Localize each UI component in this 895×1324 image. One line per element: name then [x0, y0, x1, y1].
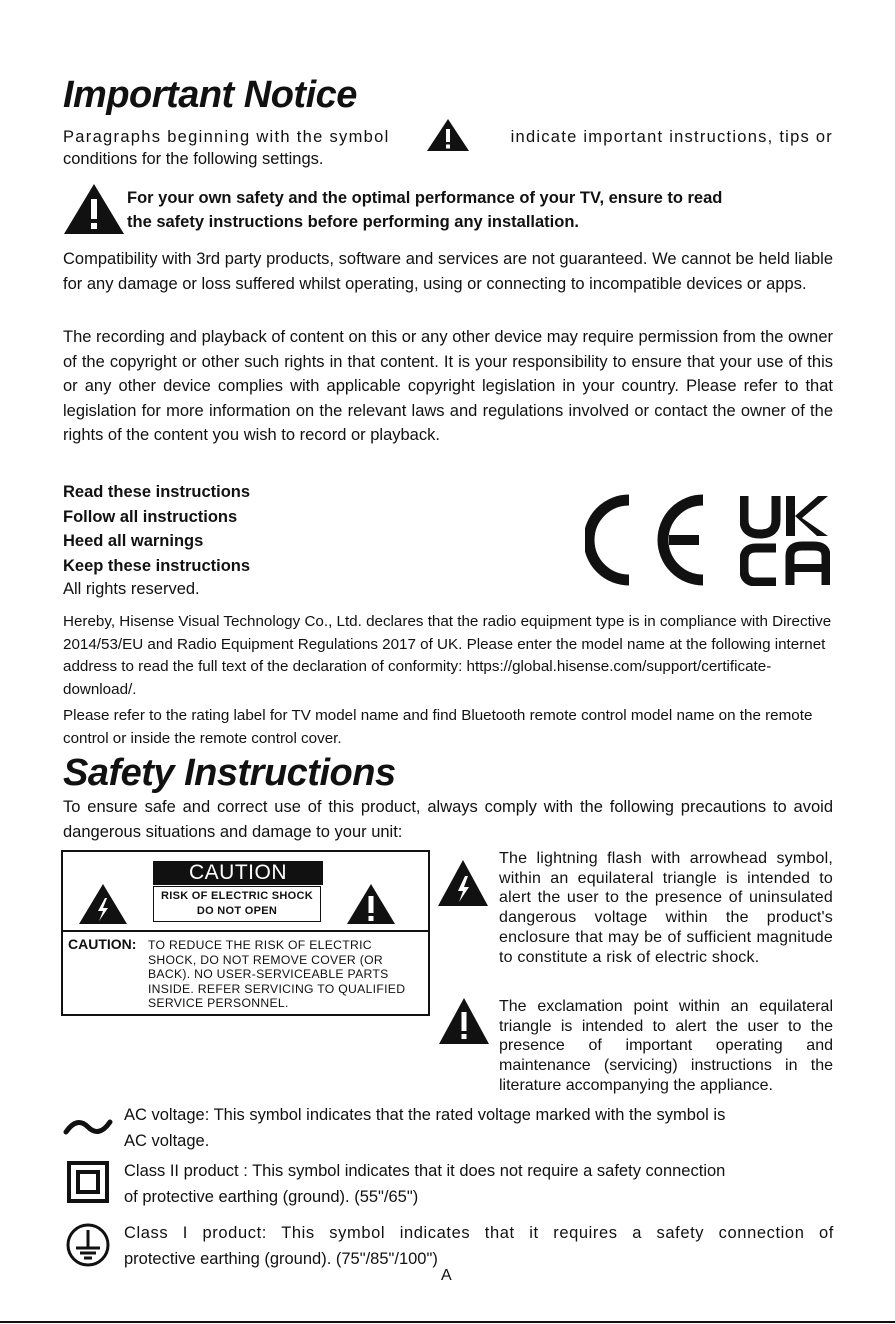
caution-label: CAUTION: [68, 936, 137, 952]
safety-warning-line-2: the safety instructions before performing any installation. [127, 213, 579, 231]
rating-paragraph: Please refer to the rating label for TV model name and find Bluetooth remote control model name on the remote control or inside the remote control cover. [63, 707, 813, 747]
important-notice-title: Important Notice [63, 74, 357, 116]
class-i-line-2: protective earthing (ground). (75"/85"/100") [124, 1250, 438, 1268]
warning-triangle-icon [437, 996, 491, 1046]
declaration-paragraph: Hereby, Hisense Visual Technology Co., Ltd. declares that the radio equipment type is in compliance with Directive 2014/53/EU and Radio Equipment Regulations 2017 of UK. Please enter the model name at the following internet address to read the full text of the declaration of conformity: https://global.hisense.com/support/certificate-download/. [63, 613, 832, 698]
caution-title: CAUTION [153, 861, 323, 885]
class-ii-line-2: of protective earthing (ground). (55"/65") [124, 1188, 419, 1206]
warning-triangle-icon [62, 182, 126, 236]
class-ii-icon [67, 1161, 109, 1203]
safety-warning-line-1: For your own safety and the optimal performance of your TV, ensure to read [127, 189, 723, 207]
lightning-explanation: The lightning flash with arrowhead symbol, within an equilateral triangle is intended to alert the user to the presence of uninsulated dangerous voltage within the product's enclosure that may be of sufficient magnitude to constitute a risk of electric shock. [499, 850, 833, 966]
lightning-triangle-icon [77, 882, 129, 926]
earth-ground-icon [65, 1222, 111, 1268]
caution-text-line: BACK). NO USER-SERVICEABLE PARTS [148, 967, 389, 981]
instruction-item: Heed all warnings [63, 532, 204, 550]
footer-rule [0, 1321, 895, 1323]
page-label: A [441, 1267, 452, 1284]
class-i-text [124, 1220, 834, 1272]
ce-mark-icon [585, 494, 715, 586]
rights-reserved: All rights reserved. [63, 580, 200, 598]
lightning-triangle-icon [436, 858, 490, 908]
caution-sub-line-1: RISK OF ELECTRIC SHOCK [160, 890, 314, 902]
copyright-paragraph: The recording and playback of content on this or any other device may require permission from the owner of the copyright or other such rights in that content. It is your responsibility to ensure that your use of this or any other device complies with applicable copyright legislation in your country. Please refer to that legislation for more information on the relevant laws and regulations involved or contact the owner of the rights of the content you wish to record or playback. [63, 328, 833, 444]
instruction-item: Keep these instructions [63, 556, 251, 575]
caution-header [63, 852, 428, 932]
caution-text-line: SHOCK, DO NOT REMOVE COVER (OR [148, 952, 383, 967]
class-i-line-1: Class I product: This symbol indicates that it requires a safety connection of [124, 1224, 834, 1242]
intro-text-before: Paragraphs beginning with the symbol [63, 128, 390, 146]
ac-wave-icon [63, 1112, 113, 1142]
caution-text-line: SERVICE PERSONNEL. [148, 996, 289, 1010]
caution-text-line: TO REDUCE THE RISK OF ELECTRIC [148, 938, 372, 952]
exclamation-explanation: The exclamation point within an equilateral triangle is intended to alert the user to the presence of important operating and maintenance (servicing) instructions in the literature accompanying the appliance. [499, 998, 833, 1094]
ac-voltage-line-2: AC voltage. [124, 1132, 210, 1150]
caution-sub-line-2: DO NOT OPEN [196, 905, 278, 917]
intro-line-2: conditions for the following settings. [63, 150, 324, 168]
caution-text [148, 938, 430, 1011]
intro-text-after: indicate important instructions, tips or [510, 128, 833, 146]
caution-subtitle [153, 886, 321, 922]
safety-intro: To ensure safe and correct use of this product, always comply with the following precautions to avoid dangerous situations and damage to your unit: [63, 798, 833, 841]
ac-voltage-text [124, 1102, 834, 1154]
caution-text-line: INSIDE. REFER SERVICING TO QUALIFIED [148, 981, 406, 996]
instruction-item: Follow all instructions [63, 507, 238, 526]
ukca-mark-icon [740, 494, 830, 586]
compatibility-paragraph: Compatibility with 3rd party products, software and services are not guaranteed. We cannot be held liable for any damage or loss suffered whilst operating, using or connecting to incompatible devices or apps. [63, 250, 833, 293]
safety-instructions-title: Safety Instructions [63, 752, 396, 794]
instructions-list [63, 480, 250, 578]
class-ii-text [124, 1158, 834, 1210]
warning-triangle-icon [345, 882, 397, 926]
class-ii-line-1: Class II product : This symbol indicates that it does not require a safety connection [124, 1162, 726, 1180]
instruction-item: Read these instructions [63, 483, 251, 501]
ac-voltage-line-1: AC voltage: This symbol indicates that the rated voltage marked with the symbol is [124, 1106, 726, 1124]
caution-label-box [61, 850, 430, 1016]
